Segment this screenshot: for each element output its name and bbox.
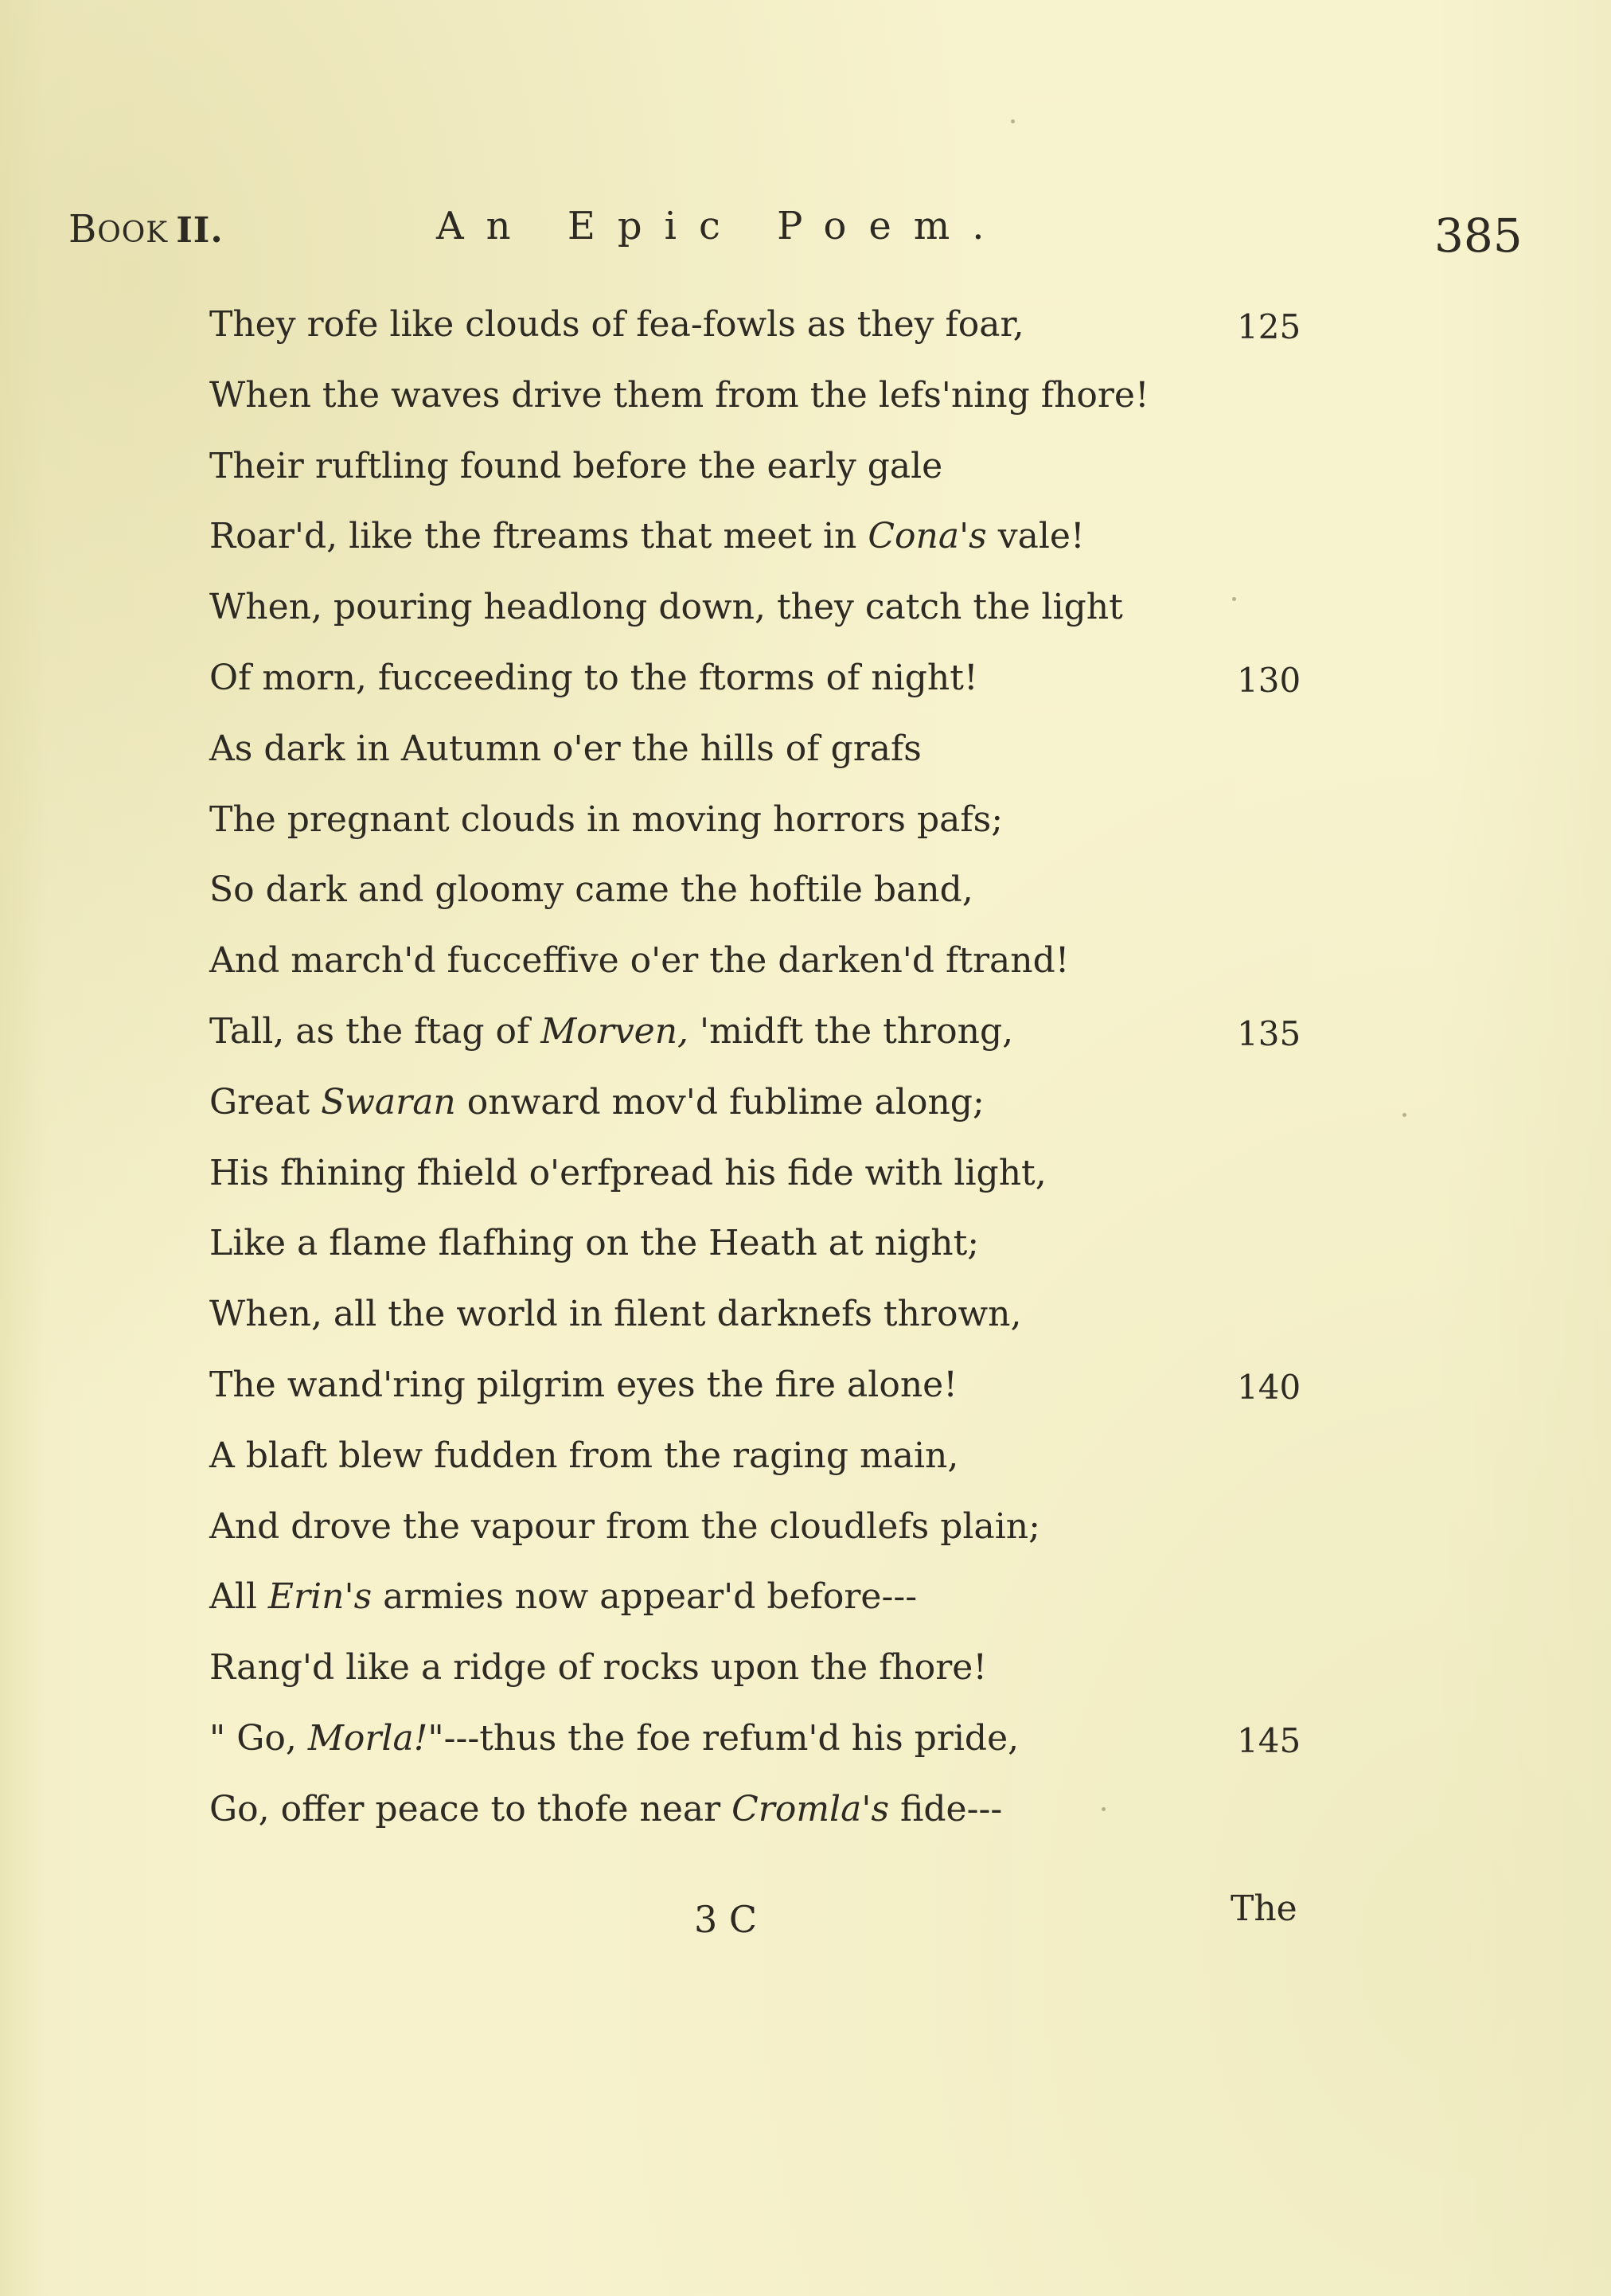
- verse-text: The pregnant clouds in moving horrors pafs;: [209, 799, 1004, 840]
- verse-text-before: All: [209, 1576, 268, 1617]
- verse-line: [209, 446, 943, 486]
- verse-line: [209, 1718, 1020, 1759]
- verse-text-after: vale!: [986, 516, 1085, 556]
- verse-line: [209, 728, 922, 769]
- verse-line: [209, 1223, 980, 1263]
- book-label-rest: OOK: [97, 217, 169, 249]
- paper-speck: [1402, 1113, 1406, 1117]
- verse-text: Of morn, fucceeding to the ftorms of night!: [209, 658, 978, 698]
- verse-text-before: Tall, as the ftag of: [209, 1011, 541, 1052]
- catchword: The: [1231, 1888, 1297, 1929]
- verse-line: [209, 1435, 959, 1476]
- verse-line: [209, 940, 1070, 981]
- verse-line: [209, 1789, 1003, 1829]
- verse-line: [209, 1153, 1047, 1193]
- verse-line: [209, 799, 1004, 840]
- verse-text-before: Great: [209, 1082, 322, 1123]
- verse-text-after: fide---: [889, 1789, 1003, 1829]
- book-number: II.: [176, 210, 224, 251]
- verse-italic-name: Cromla's: [731, 1789, 890, 1829]
- verse-line: [209, 1506, 1040, 1547]
- verse-text-before: Roar'd, like the ftreams that meet in: [209, 516, 868, 556]
- verse-line: [209, 1647, 988, 1688]
- verse-text: When the waves drive them from the lefs'ning fhore!: [209, 375, 1149, 416]
- verse-line: [209, 1576, 918, 1617]
- verse-italic-name: Swaran: [321, 1082, 456, 1123]
- paper-speck: [1102, 1807, 1106, 1811]
- verse-text-after: 'midft the throng,: [688, 1011, 1014, 1052]
- paper-speck: [1011, 119, 1015, 123]
- verse-italic-name: Morven,: [540, 1011, 689, 1052]
- line-number: 145: [1237, 1721, 1301, 1760]
- verse-text: His fhining fhield o'erfpread his fide with light,: [209, 1153, 1047, 1193]
- verse-text: And drove the vapour from the cloudlefs plain;: [209, 1506, 1040, 1547]
- line-number: 125: [1237, 307, 1301, 346]
- verse-text: As dark in Autumn o'er the hills of grafs: [209, 728, 922, 769]
- verse-line: [209, 1365, 958, 1405]
- line-number: 135: [1237, 1014, 1301, 1053]
- verse-text-after: "---thus the foe refum'd his pride,: [427, 1718, 1020, 1759]
- verse-text: When, pouring headlong down, they catch the light: [209, 587, 1123, 627]
- verse-italic-name: Cona's: [868, 516, 987, 556]
- verse-text-before: " Go,: [209, 1718, 308, 1759]
- verse-text: A blaft blew fudden from the raging main,: [209, 1435, 959, 1476]
- verse-line: [209, 1011, 1014, 1052]
- verse-text: Their ruftling found before the early gale: [209, 446, 943, 486]
- verse-text: So dark and gloomy came the hoftile band,: [209, 869, 973, 910]
- verse-line: [209, 658, 978, 698]
- verse-text-before: Go, offer peace to thofe near: [209, 1789, 732, 1829]
- verse-line: [209, 1294, 1022, 1334]
- line-number: 140: [1237, 1368, 1301, 1407]
- line-number: 130: [1237, 661, 1301, 700]
- running-title: An Epic Poem.: [436, 204, 1007, 248]
- paper-speck: [1232, 597, 1236, 601]
- verse-line: [209, 375, 1149, 416]
- verse-text: The wand'ring pilgrim eyes the fire alone!: [209, 1365, 958, 1405]
- verse-text: Rang'd like a ridge of rocks upon the fhore!: [209, 1647, 988, 1688]
- verse-line: [209, 516, 1085, 556]
- verse-line: [209, 304, 1024, 345]
- signature-mark: 3 C: [694, 1898, 758, 1941]
- verse-text: And march'd fucceffive o'er the darken'd ftrand!: [209, 940, 1070, 981]
- verse-text: When, all the world in filent darknefs thrown,: [209, 1294, 1022, 1334]
- verse-text-after: armies now appear'd before---: [372, 1576, 918, 1617]
- verse-italic-name: Erin's: [267, 1576, 373, 1617]
- verse-text: Like a flame flafhing on the Heath at night;: [209, 1223, 980, 1263]
- verse-line: [209, 587, 1123, 627]
- verse-text: They rofe like clouds of fea-fowls as they foar,: [209, 304, 1024, 345]
- book-label-cap: B: [68, 207, 98, 252]
- verse-text-after: onward mov'd fublime along;: [455, 1082, 985, 1123]
- verse-line: [209, 869, 973, 910]
- page-number: 385: [1434, 209, 1523, 263]
- verse-line: [209, 1082, 985, 1123]
- verse-italic-name: Morla!: [307, 1718, 428, 1759]
